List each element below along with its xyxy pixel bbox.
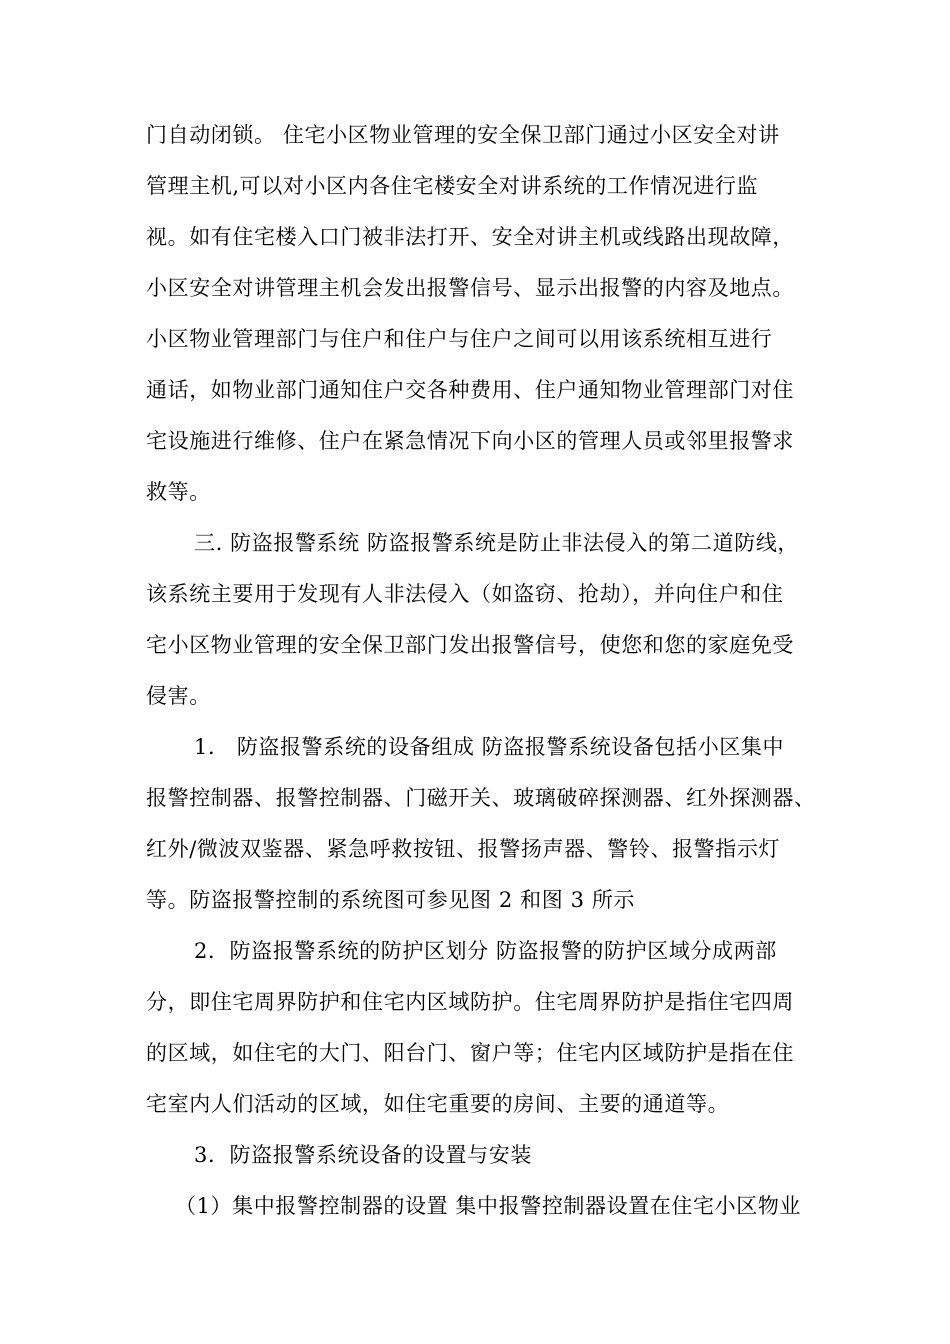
text-line: 小区物业管理部门与住户和住户与住户之间可以用该系统相互进行	[146, 327, 773, 351]
subsection-heading-line: 3．防盗报警系统设备的设置与安装	[194, 1143, 532, 1167]
text-line: 门自动闭锁。 住宅小区物业管理的安全保卫部门通过小区安全对讲	[146, 123, 780, 147]
item-heading-line: （1）集中报警控制器的设置 集中报警控制器设置在住宅小区物业	[175, 1194, 802, 1218]
text-line: 宅设施进行维修、住户在紧急情况下向小区的管理人员或邻里报警求	[146, 429, 794, 453]
text-line: 红外/微波双鉴器、紧急呼救按钮、报警扬声器、警铃、报警指示灯	[146, 837, 781, 861]
text-line: 宅小区物业管理的安全保卫部门发出报警信号，使您和您的家庭免受	[146, 633, 794, 657]
text-line: 侵害。	[146, 684, 211, 708]
text-line: 宅室内人们活动的区域，如住宅重要的房间、主要的通道等。	[146, 1092, 730, 1116]
text-line: 该系统主要用于发现有人非法侵入（如盗窃、抢劫），并向住户和住	[146, 582, 784, 606]
subsection-heading-line: 1． 防盗报警系统的设备组成 防盗报警系统设备包括小区集中	[194, 735, 785, 759]
text-line: 管理主机,可以对小区内各住宅楼安全对讲系统的工作情况进行监	[146, 174, 759, 198]
text-line: 的区域，如住宅的大门、阳台门、窗户等；住宅内区域防护是指在住	[146, 1041, 794, 1065]
text-line: 通话，如物业部门通知住户交各种费用、住户通知物业管理部门对住	[146, 378, 794, 402]
text-line: 小区安全对讲管理主机会发出报警信号、显示出报警的内容及地点。	[146, 276, 794, 300]
section-heading-line: 三. 防盗报警系统 防盗报警系统是防止非法侵入的第二道防线，	[194, 531, 800, 555]
subsection-heading-line: 2．防盗报警系统的防护区划分 防盗报警的防护区域分成两部	[194, 939, 777, 963]
text-line: 等。防盗报警控制的系统图可参见图 2 和图 3 所示	[146, 888, 636, 912]
text-line: 视。如有住宅楼入口门被非法打开、安全对讲主机或线路出现故障，	[146, 225, 794, 249]
text-line: 分，即住宅周界防护和住宅内区域防护。住宅周界防护是指住宅四周	[146, 990, 794, 1014]
text-line: 报警控制器、报警控制器、门磁开关、玻璃破碎探测器、红外探测器、	[146, 786, 816, 810]
text-line: 救等。	[146, 480, 211, 504]
